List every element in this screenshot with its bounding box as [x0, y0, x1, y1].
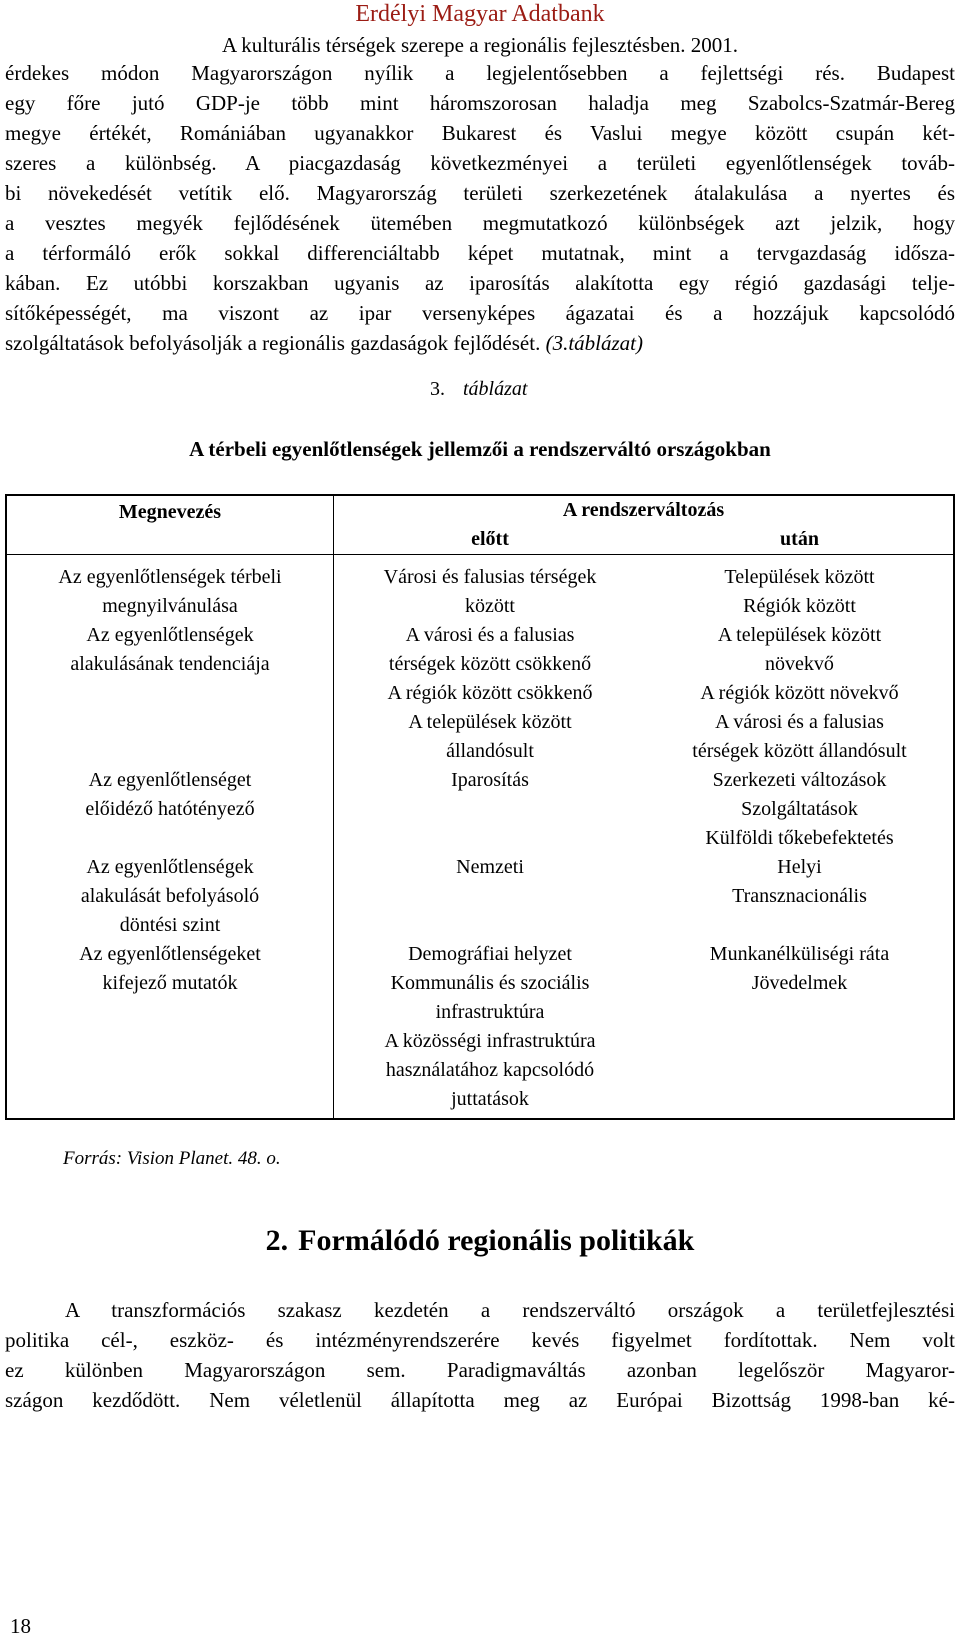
cell-line: A települések között	[717, 624, 882, 646]
cell-before	[334, 853, 647, 940]
cell-line: infrastruktúra	[435, 1001, 545, 1023]
table-row	[6, 621, 954, 766]
section-title: Formálódó regionális politikák	[298, 1224, 695, 1257]
cell-line: Külföldi tőkebefektetés	[705, 827, 894, 849]
cell-before	[334, 766, 647, 853]
cell-line: Demográfiai helyzet	[408, 943, 572, 965]
cell-line: között	[465, 595, 515, 617]
cell-line: használatához kapcsolódó	[385, 1059, 595, 1081]
cell-line: előidéző hatótényező	[85, 798, 255, 820]
section-paragraph	[5, 1295, 955, 1415]
cell-line: Az egyenlőtlenségeket	[79, 943, 261, 965]
paragraph-line: ez különben Magyarországon sem. Paradigmaváltás azonban legelőször Magyaror-	[5, 1358, 955, 1382]
cell-line: döntési szint	[119, 914, 221, 936]
cell-line: Helyi	[777, 856, 822, 878]
cell-line: Nemzeti	[456, 856, 524, 878]
cell-name	[6, 766, 334, 853]
cell-line: A régiók között csökkenő	[387, 682, 593, 704]
paragraph-line: bi növekedését vetítik elő. Magyarország területi szerkezetének átalakulása a nyertes és	[5, 181, 955, 205]
cell-line: alakulásának tendenciája	[70, 653, 270, 675]
table-source: Forrás: Vision Planet. 48. o.	[63, 1148, 281, 1169]
paragraph-last-text: szolgáltatások befolyásolják a regionális gazdaságok fejlődését.	[5, 331, 541, 355]
paragraph-line	[5, 328, 955, 358]
page-number: 18	[10, 1614, 31, 1638]
cell-line: térségek között csökkenő	[388, 653, 592, 675]
section-heading	[0, 1224, 960, 1258]
section-number: 2.	[265, 1224, 289, 1257]
intro-paragraph	[5, 58, 955, 358]
paragraph-line: politika cél-, eszköz- és intézményrendszerére kevés figyelmet fordítottak. Nem volt	[5, 1328, 955, 1352]
table-row	[6, 940, 954, 1119]
site-name: Erdélyi Magyar Adatbank	[355, 1, 605, 27]
paragraph-line: A transzformációs szakasz kezdetén a rendszerváltó országok a területfejlesztési	[65, 1298, 955, 1322]
table-row	[6, 555, 954, 622]
cell-line: Az egyenlőtlenségek	[86, 624, 254, 646]
cell-before	[334, 621, 647, 766]
table-number-word: táblázat	[463, 378, 528, 400]
paragraph-line: szeres a különbség. A piacgazdaság következményei a területi egyenlőtlenségek továb-	[5, 151, 955, 175]
cell-line: Szolgáltatások	[741, 798, 858, 820]
paragraph-line: egy főre jutó GDP-je több mint háromszorosan haladja meg Szabolcs-Szatmár-Bereg	[5, 91, 955, 115]
cell-line: Szerkezeti változások	[712, 769, 887, 791]
table-number	[430, 378, 527, 401]
cell-line: Iparosítás	[451, 769, 529, 791]
cell-line: Az egyenlőtlenséget	[88, 769, 252, 791]
cell-after	[646, 766, 954, 853]
cell-line: Az egyenlőtlenségek térbeli	[58, 566, 282, 588]
cell-before	[334, 940, 647, 1119]
table-row	[6, 853, 954, 940]
cell-line: megnyilvánulása	[102, 595, 238, 617]
table-number-value: 3.	[430, 378, 445, 400]
paragraph-line: a térformáló erők sokkal differenciáltabb képet mutatnak, mint a tervgazdaság idősza-	[5, 241, 955, 265]
cell-before	[334, 555, 647, 622]
cell-name	[6, 555, 334, 622]
cell-line: Régiók között	[743, 595, 856, 617]
header-change: A rendszerváltozás	[334, 495, 955, 525]
cell-line: A városi és a falusias	[715, 711, 884, 733]
cell-after	[646, 853, 954, 940]
paragraph-line: érdekes módon Magyarországon nyílik a legjelentősebben a fejlettségi rés. Budapest	[5, 61, 955, 85]
table-body	[6, 555, 954, 1120]
cell-line: A közösségi infrastruktúra	[384, 1030, 596, 1052]
table-header-row	[6, 495, 954, 525]
paragraph-line: szágon kezdődött. Nem véletlenül állapította meg az Európai Bizottság 1998-ban ké-	[5, 1388, 955, 1412]
table-reference: (3.táblázat)	[545, 331, 643, 355]
cell-after	[646, 555, 954, 622]
table-row	[6, 766, 954, 853]
cell-line: A települések között	[408, 711, 572, 733]
cell-line: Városi és falusias térségek	[383, 566, 597, 588]
cell-line: állandósult	[446, 740, 534, 762]
cell-name	[6, 940, 334, 1119]
paragraph-line: megye értékét, Romániában ugyanakkor Bukarest és Vaslui megye között csupán két-	[5, 121, 955, 145]
cell-name	[6, 621, 334, 766]
cell-line: alakulását befolyásoló	[80, 885, 260, 907]
document-subtitle: A kulturális térségek szerepe a regionális fejlesztésben. 2001.	[221, 33, 739, 57]
cell-line: Az egyenlőtlenségek	[86, 856, 254, 878]
cell-line: kifejező mutatók	[102, 972, 238, 994]
table-title: A térbeli egyenlőtlenségek jellemzői a rendszerváltó országokban	[189, 437, 771, 461]
header-after: után	[646, 525, 954, 555]
paragraph-line: sítőképességét, ma viszont az ipar versenyképes ágazatai és a hozzájuk kapcsolódó	[5, 301, 955, 325]
paragraph-line: kában. Ez utóbbi korszakban ugyanis az iparosítás alakította egy régió gazdasági telje-	[5, 271, 955, 295]
cell-after	[646, 940, 954, 1119]
cell-name	[6, 853, 334, 940]
cell-line: juttatások	[451, 1088, 529, 1110]
paragraph-line: a vesztes megyék fejlődésének ütemében megmutatkozó különbségek azt jelzik, hogy	[5, 211, 955, 235]
cell-line: Transznacionális	[732, 885, 867, 907]
cell-after	[646, 621, 954, 766]
cell-line: A városi és a falusias	[405, 624, 575, 646]
inequality-table	[5, 494, 955, 1120]
cell-line: A régiók között növekvő	[700, 682, 899, 704]
cell-line: növekvő	[765, 653, 834, 675]
header-name: Megnevezés	[6, 495, 334, 555]
cell-line: Munkanélküliségi ráta	[709, 943, 890, 965]
cell-line: Kommunális és szociális	[390, 972, 590, 994]
header-before: előtt	[334, 525, 647, 555]
cell-line: térségek között állandósult	[692, 740, 907, 762]
cell-line: Települések között	[724, 566, 875, 588]
cell-line: Jövedelmek	[751, 972, 848, 994]
